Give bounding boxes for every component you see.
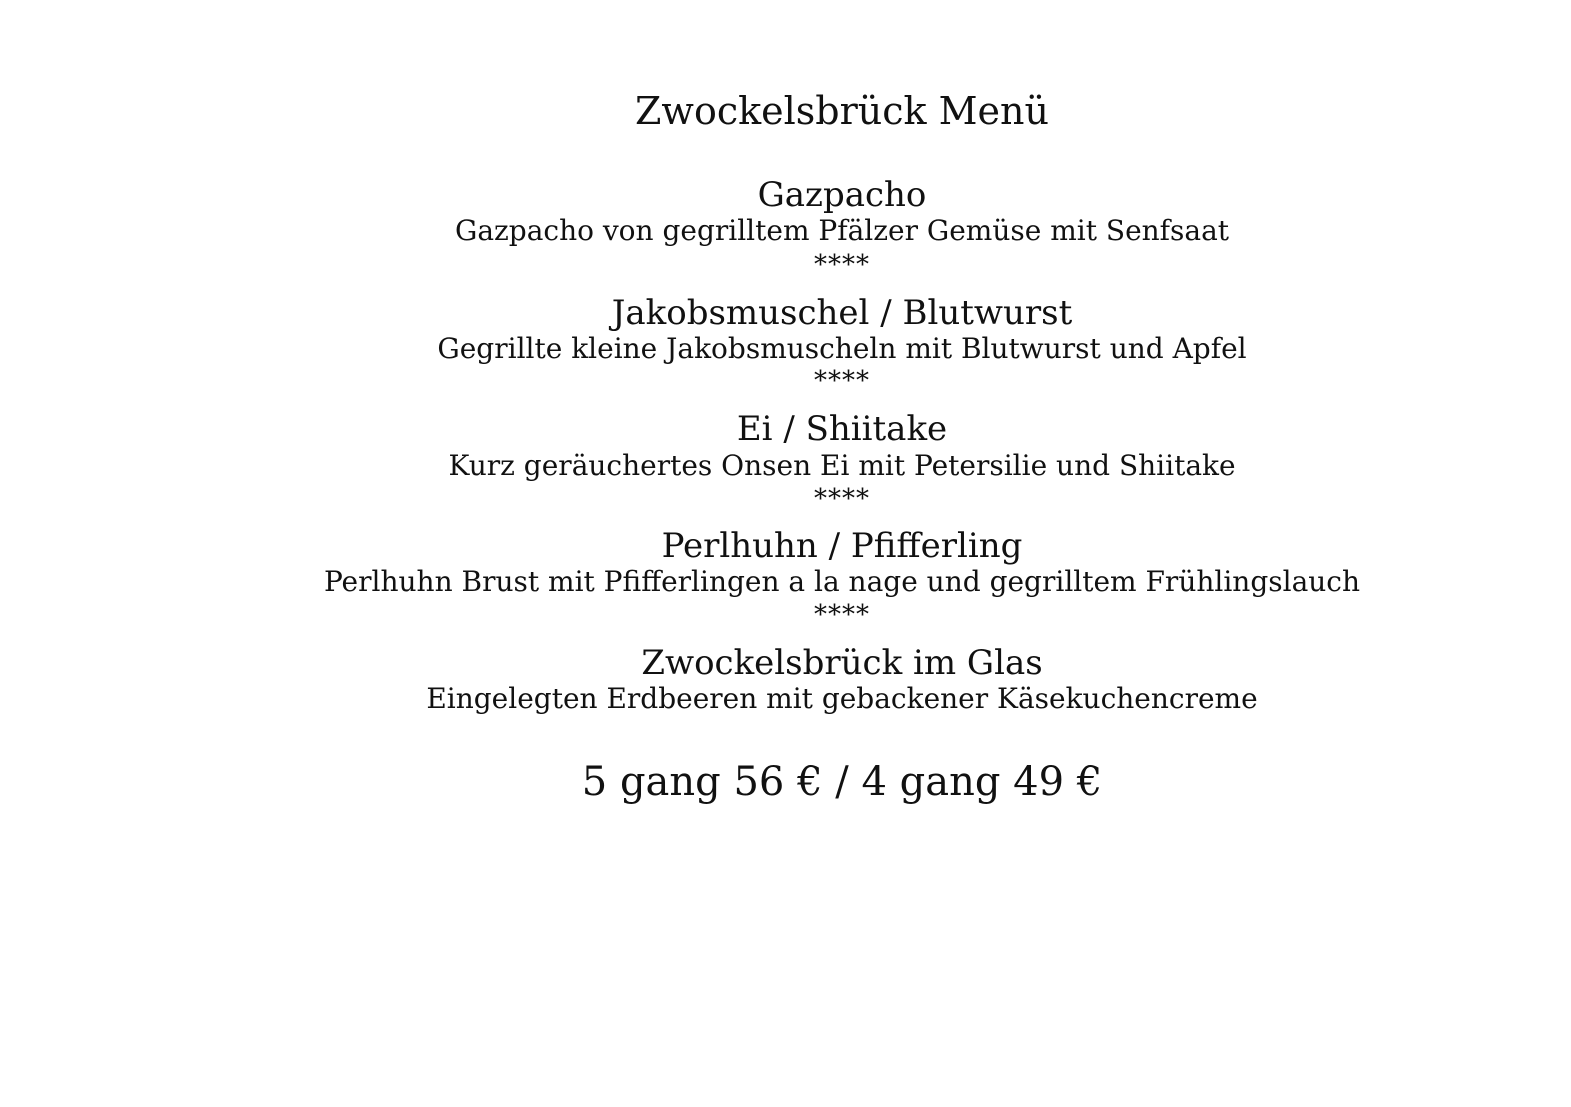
course-description-perlhuhn: Perlhuhn Brust mit Pfifferlingen a la nage und gegrilltem Frühlingslauch [323,565,1361,598]
course-description-ei-shiitake: Kurz geräuchertes Onsen Ei mit Petersilie und Shiitake [448,449,1236,482]
course-name-dessert: Zwockelsbrück im Glas [641,643,1043,683]
course-separator: **** [814,600,870,630]
course-description-dessert: Eingelegten Erdbeeren mit gebackener Käsekuchencreme [426,682,1258,715]
course-description-jakobsmuschel: Gegrillte kleine Jakobsmuscheln mit Blutwurst und Apfel [437,332,1247,365]
course-name-gazpacho: Gazpacho [757,175,927,215]
course-separator: **** [814,366,870,396]
course-name-perlhuhn: Perlhuhn / Pfifferling [661,526,1023,566]
menu-title: Zwockelsbrück Menü [635,89,1049,133]
course-separator: **** [814,250,870,280]
menu-price: 5 gang 56 € / 4 gang 49 € [581,759,1103,805]
course-name-jakobsmuschel: Jakobsmuschel / Blutwurst [611,293,1073,333]
course-name-ei-shiitake: Ei / Shiitake [736,409,948,449]
course-description-gazpacho: Gazpacho von gegrilltem Pfälzer Gemüse mit Senfsaat [454,214,1230,247]
course-separator: **** [814,484,870,514]
